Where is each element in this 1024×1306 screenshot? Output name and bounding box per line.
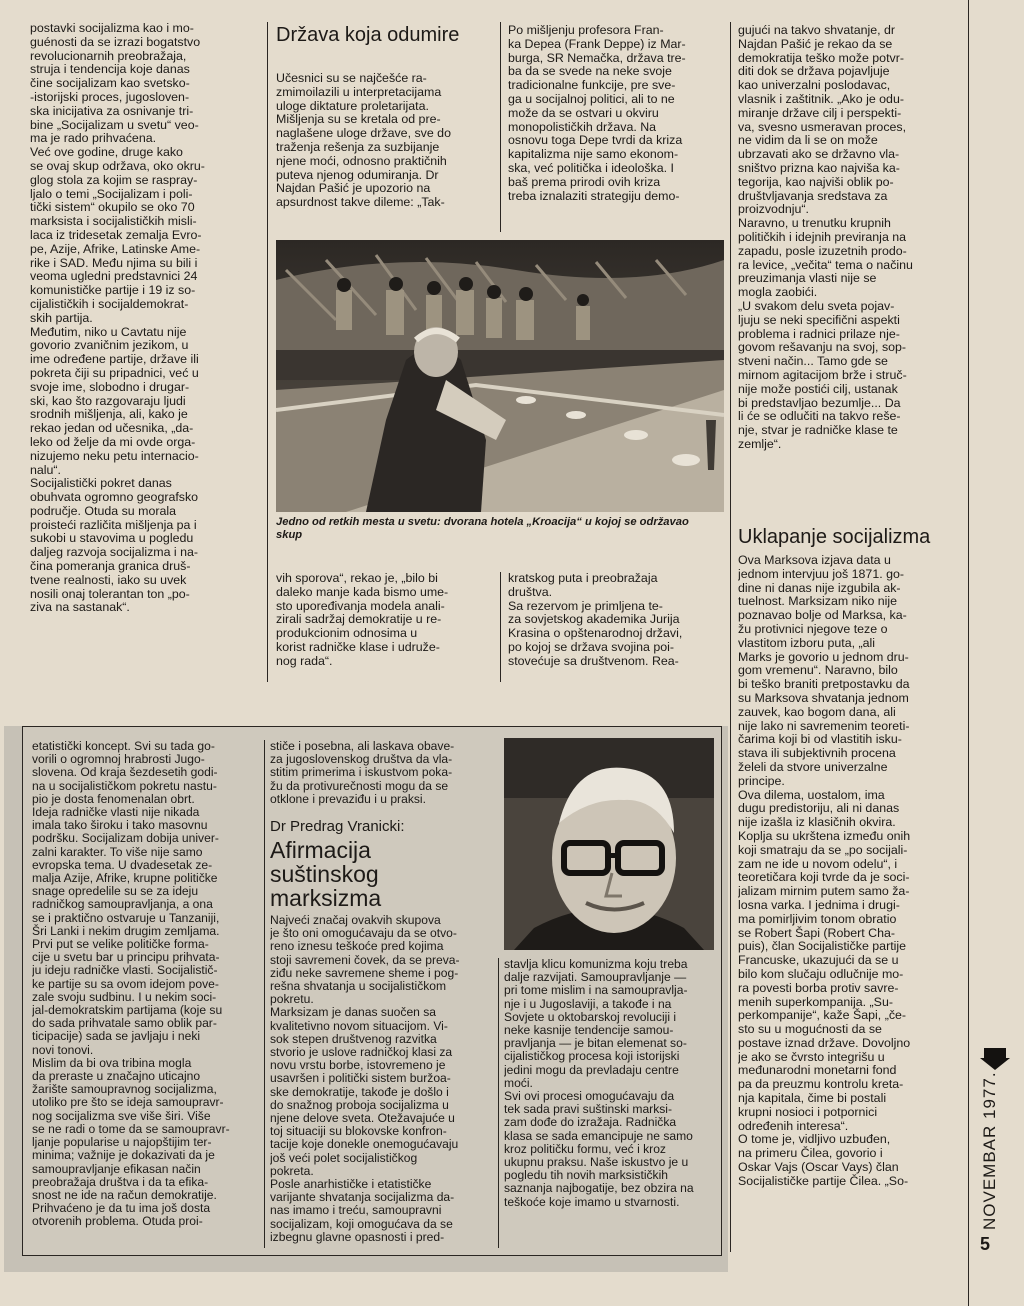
portrait-photo xyxy=(504,738,714,950)
column-divider xyxy=(730,22,731,1252)
page-edge-rule xyxy=(968,0,969,1306)
column-divider xyxy=(500,22,501,232)
article-column-4: gujući na takvo shvatanje, dr Najdan Pašić je rekao da se demokratija teško može potvr- diti dok se država pojavljuje kao univerzalni poslodavac, vlasnik i zaštitnik. „Ako je odu- miranje države cilj i perspekti- va, svesno usmeravan proces, ne vidim da li se on može ubrzavati ako se državno vla- sništvo prizna kao najviša ka- tegorija, kao najviši oblik po- društvljavanja sredstava za proizvodnju“. Naravno, u trenutku krupnih političkih i idejnih previranja na zapadu, posle izuzetnih prodo- ra levice, „večita“ tema o načinu preuzimanja vlasti nije se mogla zaobići. „U svakom delu sveta pojav- ljuju se neki specifični aspekti problema i radnici prilaze nje- govom rešavanju na svoj, sop- stveni način... Tamo gde se mirnom agitacijom brže i struč- nije može postići cilj, ustanak bi predstavljao bezumlje... Da li će se odlučiti na takvo reše- nje, stvar je radničke klase te zemlje“. xyxy=(738,24,913,451)
sidebar-divider xyxy=(498,958,499,1248)
column-divider xyxy=(500,572,501,682)
article-column-3-continued: kratskog puta i preobražaja društva. Sa rezervom je primljena te- za sovjetskog akademika Jurija Krasina o opštenarodnoj državi, po kojoj se država svojina poi- stovećuje sa društvenom. Rea- xyxy=(508,572,683,668)
sidebar-column-2-top: stiče i posebna, ali laskava obave- za jugoslovenskog društva da vla- stitim primerima i iskustvom poka- žu da protivurečnosti mogu da se otklone i prevaziđu i u praksi. xyxy=(270,740,455,806)
article-column-2-continued: vih sporova“, rekao je, „bilo bi daleko manje kada bismo ume- sto upoređivanja modela anali- zirali sadržaj demokratije u re- produkcionim odnosima u korist radničke klase i udruže- nog rada“. xyxy=(276,572,449,668)
article-column-2: Učesnici su se najčešće ra- zmimoilazili u interpretacijama uloge diktature proletarijata. Mišljenja su se kretala od pre- naglašene uloge države, sve do traženja rešenja za suzbijanje njene moći, odnosno praktičnih puteva njenog odumiranja. Dr Najdan Pašić je upozorio na apsurdnost takve dileme: „Tak- xyxy=(276,72,451,210)
page-number: 5 xyxy=(980,1234,991,1254)
issue-date: NOVEMBAR 1977. xyxy=(980,1071,999,1230)
continue-arrow-icon xyxy=(980,1042,1010,1072)
sidebar-column-3: stavlja klicu komunizma koju treba dalje razvijati. Samoupravljanje — pri tome mislim i na samoupravlja- nje i u Jugoslaviji, a takođe i na Sovjete u oktobarskoj revoluciji i neke kasnije tendencije samou- pravljanja — je bitan elemenat so- cijalističkog procesa koji istorijski jedini mogu da prevladaju centre moći. Svi ovi procesi omogućavaju da tek sada pravi suštinski marksi- zam dođe do izražaja. Radnička klasa se sada emancipuje ne samo kroz političku formu, već i kroz ukupnu praksu. Naše iskustvo je u pogledu tih novih marksističkih saznanja najbogatije, bez obzira na teškoće koje imamo u stvarnosti. xyxy=(504,958,694,1209)
article-column-3: Po mišljenju profesora Fran- ka Depea (Frank Deppe) iz Mar- burga, SR Nemačka, država tre- ba da se svede na neke svoje tradicionalne funkcije, pre sve- ga u socijalnoj politici, ali to ne može da se ostvari u okviru monopolističkih država. Na osnovu toga Depe tvrdi da kriza kapitalizma nije samo ekonom- ska, već politička i ideološka. I baš prema prirodi ovih kriza treba iznalaziti strategiju demo- xyxy=(508,24,686,203)
subhead-drzava-koja-odumire: Država koja odumire xyxy=(276,24,460,46)
sidebar-column-1: etatistički koncept. Svi su tada go- vorili o ogromnoj hrabrosti Jugo- slovena. Od kraja šezdesetih godi- na u socijalističkom pokretu nastu- pio je dosta fenomenalan obrt. Ideja radničke vlasti nije nikada imala tako široku i tako masovnu podršku. Socijalizam dobija univer- zalni karakter. To više nije samo evropska tema. U dvadesetak ze- malja Azije, Afrike, krupne političke snage opredelile su se za ideju radničkog samoupravljanja, a ona se i praktično ostvaruje u Tanzaniji, Šri Lanki i nekim drugim zemljama. Prvi put se velike političke forma- cije u svetu bar u principu prihvata- ju ideju radničke vlasti. Socijalistič- ke partije su sa ovom idejom pove- zale svoju sudbinu. I u nekim soci- jal-demokratskim partijama (koje su do sada prihvatale samo oblik par- ticipacije) sada se javljaju i neki novi tonovi. Mislim da bi ova tribina mogla da preraste u značajno uticajno žarište samoupravnog socijalizma, utoliko pre što se ideja samoupravr- nog socijalizma sve više širi. Više se ne radi o tome da se samoupravr- ljanje popularise u najopštijim ter- minima; važnije je dokazivati da je samoupravljanje efikasan način preobražaja društva i da ta efika- snost ne ide na račun demokratije. Prihvaćeno je da tu ima još dosta otvorenih problema. Otuda proi- xyxy=(32,740,230,1229)
interview-headline: Afirmacija suštinskog marksizma xyxy=(270,837,382,911)
sidebar-column-2: Najveći značaj ovakvih skupova je što oni omogućavaju da se otvo- reno iznesu teškoće pred kojima stoji savremeni čovek, da se preva- ziđu neke savremene sheme i pog- rešna shvatanja u socijalističkom pokretu. Marksizam je danas suočen sa kvalitetivno novom situacijom. Vi- sok stepen društvenog razvitka stvorio je uslove radničkoj klasi za novu vrstu borbe, istovremeno je usavršen i politički sistem buržoa- ske demokratije, takođe je došlo i do snažnog proboja socijalizma u njene delove sveta. Otežavajuće u toj situaciji su blokovske konfron- tacije koje donekle onemogućavaju još veći polet socijalističkog pokreta. Posle anarhističke i etatističke varijante shvatanja socijalizma da- nas imamo i treću, samoupravni socijalizam, koji omogućava da se izbegnu glavne opasnosti i pred- xyxy=(270,914,460,1244)
conference-hall-photo xyxy=(276,240,724,512)
sidebar-divider xyxy=(264,740,265,1248)
interview-author: Dr Predrag Vranicki: xyxy=(270,818,405,835)
column-divider xyxy=(267,22,268,682)
article-column-4-continued: Ova Marksova izjava data u jednom intervjuu još 1871. go- dine ni danas nije izgubila ak- tuelnost. Marksizam niko nije poznavao bolje od Marksa, ka- žu protivnici njegove teze o vlastitom izboru puta, „ali Marks je govorio u jednom dru- gom vremenu“. Naravno, bilo bi teško braniti pretpostavku da su Marksova shvatanja jednom zauvek, kao bogom dana, ali nije lako ni savremenim teoreti- čarima koji bi od vlastitih isku- stava ili subjektivnih procena želeli da stvore univerzalne principe. Ova dilema, uostalom, ima dugu predistoriju, ali ni danas nije izašla iz klasičnih okvira. Koplja su ukrštena između onih koji smatraju da se „po socijali- zam ne ide u novom odelu“, i teoretičara koji tvrde da je soci- jalizam mirnim putem samo ža- losna varka. I jednima i drugi- ma pomirljivim tonom obratio se Robert Šapi (Robert Cha- puis), član Socijalističke partije Francuske, ukazujući da se u bilo kom slučaju odlučnije mo- ra povesti borba protiv savre- menih superkompanija. „Su- perkompanije“, kaže Šapi, „če- sto su u mogućnosti da se postave iznad države. Dovoljno je ako se čvrsto integrišu u međunarodni monetarni fond pa da preuzmu kontrolu kreta- nja kapitala, čime bi postali krupni nosioci i potpornici određenih interesa“. O tome je, vidljivo uzbuđen, na primeru Čilea, govorio i Oskar Vajs (Oscar Vays) član Socijalističke partije Čilea. „So- xyxy=(738,554,911,1188)
photo-caption: Jedno od retkih mesta u svetu: dvorana hotela „Kroacija“ u kojoj se održavao skup xyxy=(276,516,689,541)
article-column-1: postavki socijalizma kao i mo- guénosti da se izrazi bogatstvo revolucionarnih preobražaja, struja i tendencija koje danas čine socijalizam kao svetsko- -istorijski proces, jugosloven- ska inicijativa za osnivanje tri- bine „Socijalizam u svetu“ veo- ma je rado prihvaćena. Već ove godine, druge kako se ovaj skup održava, oko okru- glog stola za kojim se raspray- ljalo o temi „Socijalizam i poli- tički sistem“ okupilo se oko 70 marksista i socijalističkih misli- laca iz tridesetak zemalja Evro- pe, Azije, Afrike, Latinske Ame- rike i SAD. Među njima su bili i veoma ugledni predstavnici 24 komunističke partije i 19 iz so- cijalističkih i socijaldemokrat- skih partija. Međutim, niko u Cavtatu nije govorio zvaničnim jezikom, u ime određene partije, države ili pokreta čiji su pripadnici, već u svoje ime, slobodno i drugar- ski, kao što razgovaraju ljudi srodnih mišljenja, ali, kako je rekao jedan od učesnika, „da- leko od želje da mi ovde orga- nizujemo neku petu internacio- nalu“. Socijalistički pokret danas obuhvata ogromno geografsko područje. Otuda su morala proisteći različita mišljenja pa i sukobi u stavovima u pogledu daljeg razvoja socijalizma i na- čina pomeranja granica druš- tvene realnosti, iako su uvek nosili onaj tolerantan ton „po- ziva na sastanak“. xyxy=(30,22,205,615)
subhead-uklapanje-socijalizma: Uklapanje socijalizma xyxy=(738,526,931,548)
